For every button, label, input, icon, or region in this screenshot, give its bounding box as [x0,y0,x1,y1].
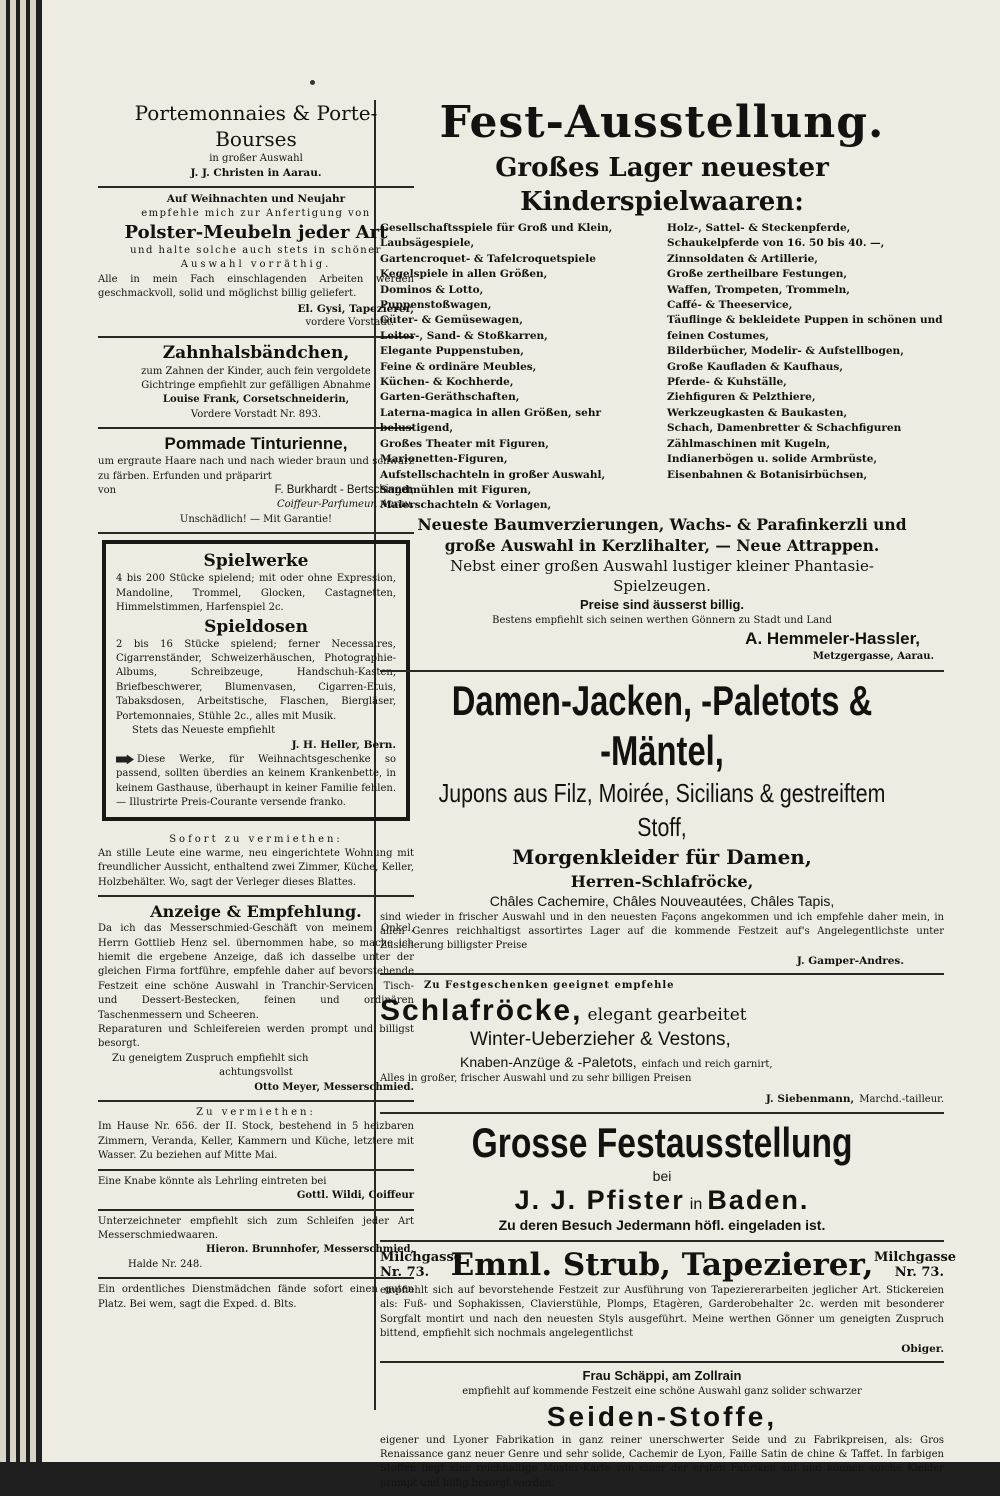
ad-text: große Auswahl in Kerzlihalter, — Neue Attrappen. [444,535,880,555]
ad-price-note: Preise sind äusserst billig. [579,596,744,612]
ad-vermiethen-stock [98,1102,414,1171]
ad-title: Pommade Tinturienne, [164,434,348,454]
ad-text: Stets das Neueste empfiehlt [132,724,276,736]
ad-text: Spielzeugen. [613,576,711,595]
pointing-hand-icon [116,754,134,764]
ad-damen-jacken [380,672,944,976]
toy-list-item: Marionetten-Figuren, [380,453,508,466]
page-edge [10,0,16,1462]
toy-list-item: Große zertheilbare Festungen, [667,268,848,281]
ad-text: 4 bis 200 Stücke spielend; mit oder ohne Expression, Mandoline, Trommel, Glocken, Castagnetten, Himmelstimmen, Harfenspiel 2c. [116,573,396,614]
toy-list-item: Gartencroquet- & Tafelcroquetspiele [380,252,596,265]
toy-list-item: Eisenbahnen & Botanisirbüchsen, [667,468,868,481]
toy-list-item: Zinnsoldaten & Artillerie, [667,252,818,265]
ad-text: Unschädlich! — Mit Garantie! [179,513,333,525]
ad-seiden-stoffe [380,1363,944,1496]
toy-list-item: Sandmühlen mit Figuren, [380,483,532,496]
ad-text: sind wieder in frischer Auswahl und in den neuesten Façons angekommen und ich empfehle daher mein, in allen Genres reichhaltigst assortirtes Lager auf die kommende Festzeit auf's Angelegentlichste unter Zusicherung billigster Preise [380,911,944,952]
ad-address: Coiffeur-Parfumeur, Aarau. [276,499,414,511]
ad-heading: Sofort zu vermiethen: [169,833,343,845]
ad-text: Unterzeichneter empfiehlt sich zum Schleifen jeder Art Messerschmiedwaaren. [98,1215,414,1241]
toy-list-item: Gesellschaftsspiele für Groß und Klein, [380,222,613,234]
ad-signature: J. J. Pfister [514,1184,685,1215]
ad-signature: A. Hemmeler-Hassler, [745,629,920,649]
ad-fest-ausstellung [380,95,944,672]
ad-text: Zu deren Besuch Jedermann höfl. eingeladen ist. [498,1216,826,1233]
right-column [380,95,957,1496]
ad-text: zum Zahnen der Kinder, auch fein vergoldete [141,365,371,377]
ad-text: von [98,485,117,497]
ad-text: um ergraute Haare nach und nach wieder braun und schwarz zu färben. Erfunden und präparirt [98,456,414,482]
page-edge [0,0,6,1462]
ad-title: Anzeige & Empfehlung. [150,902,362,922]
ad-zahnhalsbaendchen [98,338,414,430]
toy-list-item: Bilderbücher, Modelir- & Aufstellbogen, [667,345,904,358]
ad-address: Vordere Vorstadt Nr. 893. [190,408,322,420]
ad-signature: Hieron. Brunnhofer, Messerschmied, [206,1244,414,1256]
ad-title: Grosse Festausstellung [471,1118,853,1166]
ad-text: Da ich das Messerschmied-Geschäft von meinem Onkel, Herrn Gottlieb Henz sel. übernommen habe, so mache ich hiemit die ergebene Anzeige, daß ich dasselbe unter der gleichen Firma fortführe, empfehle daher auf bevorstehende Festzeit eine schöne Auswahl in Tranchir-Servicen, Tisch- und Dessert-Bestecken, feinen und ordinären Taschenmessern und Scheeren. [98,923,414,1021]
ad-schleifen [98,1211,414,1280]
left-column [98,100,414,1317]
toy-list-item: Puppenstoßwagen, [380,299,492,312]
ad-signature: Otto Meyer, Messerschmied. [254,1081,414,1093]
ad-address: Milchgasse Nr. 73. [873,1249,957,1280]
toy-list-item: Indianerbögen u. solide Armbrüste, [667,453,878,466]
newspaper-page [42,0,1000,1489]
ad-anzeige-empfehlung [98,897,414,1102]
ad-signature: El. Gysi, Tapezierer, [297,302,414,315]
toy-list-item: Feine & ordinäre Meubles, [380,360,537,373]
toy-list-item: Großes Theater mit Figuren, [380,437,549,450]
ad-address: Milchgasse Nr. 73. [380,1249,463,1280]
ad-text: empfiehlt sich auf bevorstehende Festzeit zur Ausführung von Tapeziererarbeiten jeglicher Art. Stickereien als: Fuß- und Sophakissen, Clavierstühle, Plomps, Etagèren, Garderobehalter 2c. werden mit besonderer Sorgfalt montirt und nach den neuesten Styls ausgeführt. Meine werthen Gönner um geneigten Zuspruch bittend, empfiehlt sich nochmals angelegentlichst [380,1284,944,1340]
toy-list-item: Täuflinge & bekleidete Puppen in schönen und feinen Costumes, [667,314,943,342]
toy-list-item: Zählmaschinen mit Kugeln, [667,437,830,450]
ad-signature: Louise Frank, Corsetschneiderin, [162,394,350,406]
ad-spielwerke [98,540,414,820]
ad-heading: Zu vermiethen: [196,1107,316,1119]
ad-text: Alle in mein Fach einschlagenden Arbeiten werden geschmackvoll, solid und möglichst billig geliefert. [98,273,414,300]
ad-title: Seiden-Stoffe, [546,1400,778,1432]
ad-signature: J. Gamper-Andres. [796,954,904,967]
ad-pommade [98,429,414,534]
ad-title: Spielwerke [203,551,309,572]
ad-text: Bestens empfiehlt sich seinen werthen Gönnern zu Stadt und Land [492,614,832,626]
ink-dot [310,80,315,85]
ad-signature: Obiger. [901,1342,944,1355]
toy-list-item: Große Kaufladen & Kaufhaus, [667,360,843,373]
ad-text: Reparaturen und Schleifereien werden prompt und billigst besorgt. [98,1024,414,1050]
toy-list-item: Elegante Puppenstuben, [380,345,524,358]
ad-text: in [689,1195,703,1213]
toy-list-left [380,221,657,514]
ad-text: Herren-Schlafröcke, [570,871,754,891]
ad-title: Emnl. Strub, Tapezierer, [450,1246,874,1283]
toy-list-item: Werkzeugkasten & Baukasten, [667,406,848,419]
ad-heading: Auf Weihnachten und Neujahr [166,193,346,205]
ad-signature: J. J. Christen in Aarau. [190,167,322,180]
ad-signature: Gottl. Wildi, Coiffeur [296,1190,414,1202]
ad-text: und halte solche auch stets in schöner [130,245,382,256]
ad-address: Metzgergasse, Aarau. [812,651,934,663]
toy-list-item: Garten-Geräthschaften, [380,391,520,404]
ad-text: Gichtringe empfiehlt zur gefälligen Abnahme [141,380,371,392]
ad-text: Nebst einer großen Auswahl lustiger kleiner Phantasie- [450,556,874,575]
ad-text: Eine Knabe könnte als Lehrling eintreten bei [98,1175,327,1187]
ad-text: empfehle mich zur Anfertigung von [141,207,371,219]
ad-text: Alles in großer, frischer Auswahl und zu sehr billigen Preisen [380,1073,692,1085]
toy-list-item: Malerschachteln & Vorlagen, [380,499,552,512]
ad-schlafroecke [380,975,944,1114]
ad-text: in großer Auswahl [209,153,303,164]
ad-lehrling [98,1171,414,1211]
ad-heading: Frau Schäppi, am Zollrain [582,1368,742,1384]
ad-subtitle: Großes Lager neuester Kinderspielwaaren: [495,153,829,217]
page-edge [20,0,26,1462]
ad-text: empfiehlt auf kommende Festzeit eine schöne Auswahl ganz solider schwarzer [462,1386,862,1398]
ad-text: Morgenkleider für Damen, [512,844,812,869]
ad-text: Zu geneigtem Zuspruch empfiehlt sich [112,1052,309,1064]
ad-subtitle: Jupons aus Filz, Moirée, Sicilians & gestreiftem Stoff, [438,777,886,842]
ad-signature: J. Siebenmann, [765,1092,855,1105]
ad-address: Baden. [707,1184,810,1215]
toy-list-item: Schach, Damenbretter & Schachfiguren [667,422,902,435]
ad-subtitle: elegant gearbeitet [587,1004,747,1025]
ad-text: eigener und Lyoner Fabrikation in ganz reiner unerschwerter Seide und zu Fabrikpreisen, als: Gros Renaissance ganz neuer Genre und sehr solide, Cachemir de Lyon, Faille Satin de chine & Taffet. In farbigen Stoffen liegt eine reichhaltige Muster-Karte von einer der ersten Fabriken auf und können solche Kleider prompt und billig besorgt werden. [380,1434,944,1489]
toy-list-item: Laubsägespiele, [380,237,475,250]
ad-text: Winter-Ueberzieher & Vestons, [470,1028,731,1050]
page-edge [30,0,36,1462]
toy-list-item: Waffen, Trompeten, Trommeln, [667,283,850,296]
ad-text: bei [652,1167,672,1184]
toy-list-item: Aufstellschachteln in großer Auswahl, [380,468,606,481]
ad-title: Spieldosen [204,616,308,637]
ad-portemonnaies [98,100,414,188]
toy-list-item: Küchen- & Kochherde, [380,376,514,389]
ad-polster [98,188,414,338]
ad-address: vordere Vorstadt. [305,317,394,329]
ad-address: Marchd.-tailleur. [859,1093,944,1105]
ad-signature: F. Burkhardt - Bertschinger, [274,484,414,497]
toy-list-item: Laterna-magica in allen Größen, sehr belustigend, [380,406,602,435]
ad-text: 2 bis 16 Stücke spielend; ferner Necessaires, Cigarrenständer, Schweizerhäuschen, Photographie-Albums, Schreibzeuge, Handschuh-Kasten, Briefbeschwerer, Blumenvasen, Cigarren-Etuis, Tabaksdosen, Arbeitstische, Flaschen, Biergläser, Portemonnaies, Stühle 2c., alles mit Musik. [116,638,396,722]
ad-title: Portemonnaies & Porte-Bourses [134,101,378,151]
ad-title: Fest-Ausstellung. [439,97,885,148]
toy-list-item: Kegelspiele in allen Größen, [380,268,548,281]
ad-text: Auswahl vorräthig. [180,259,332,271]
ad-vermiethen-wohnung [98,829,414,898]
toy-list-item: Pferde- & Kuhställe, [667,376,787,389]
ad-text: Châles Cachemire, Châles Nouveautées, Châles Tapis, [489,892,835,909]
ad-text: An stille Leute eine warme, neu eingerichtete Wohnung mit freundlicher Aussicht, enthaltend zwei Zimmer, Küche, Keller, Holzbehälter. Wo, sagt der Verleger dieses Blattes. [98,847,414,888]
ad-dienstmaedchen [98,1279,414,1317]
ad-text: Knaben-Anzüge & -Paletots, [460,1053,637,1070]
toy-list-item: Schaukelpferde von 16. 50 bis 40. —, [667,237,885,250]
toy-list-right [667,221,944,514]
ad-frame [102,540,410,820]
toy-list-item: Caffé- & Theeservice, [667,299,793,312]
ad-text: achtungsvollst [219,1067,293,1079]
toy-list-item: Güter- & Gemüsewagen, [380,314,523,327]
ad-text: Neueste Baumverzierungen, Wachs- & Parafinkerzli und [417,514,907,534]
ad-title: Polster-Meubeln jeder Art [124,222,388,243]
ad-text: Ein ordentliches Dienstmädchen fände sofort einen guten Platz. Bei wem, sagt die Exped. d. Blts. [98,1284,414,1310]
ad-text: Diese Werke, für Weihnachtsgeschenke so passend, sollten überdies an keinem Krankenbette, in keinem Gasthause, überhaupt in keiner Familie fehlen. — Illustrirte Preis-Courante versende franko. [116,753,396,809]
ad-title: Schlafröcke, [380,993,583,1027]
ad-text: Zu Festgeschenken geeignet empfehle [424,980,675,992]
ad-strub [380,1242,957,1363]
ad-signature: J. H. Heller, Bern. [291,739,396,752]
ad-grosse-festausstellung [380,1114,944,1242]
toy-list-item: Ziehfiguren & Pelzthiere, [667,391,816,404]
ad-address: Halde Nr. 248. [128,1258,203,1270]
ad-title: Damen-Jacken, -Paletots & -Mäntel, [451,676,873,774]
ad-text: Im Hause Nr. 656. der II. Stock, bestehend in 5 heizbaren Zimmern, Veranda, Keller, Kammern und Küche, letztere mit Wasser. Zu beziehen auf Mitte Mai. [98,1121,414,1162]
toy-list-item: Dominos & Lotto, [380,283,484,296]
ad-title: Zahnhalsbändchen, [162,342,350,363]
toy-list-item: Holz-, Sattel- & Steckenpferde, [667,222,851,234]
ad-text: einfach und reich garnirt, [641,1058,773,1070]
toy-list-item: Leiter-, Sand- & Stoßkarren, [380,329,548,342]
